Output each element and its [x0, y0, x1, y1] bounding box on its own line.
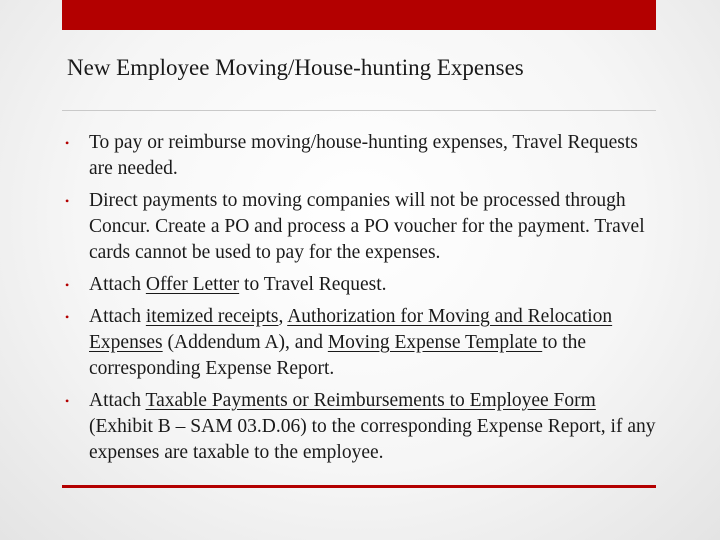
- top-accent-bar: [62, 0, 656, 30]
- bullet-item-offer-letter: [62, 272, 662, 298]
- bullet-item-direct-payments: [62, 188, 662, 267]
- bullet-text: (Exhibit B – SAM 03.D.06) to the corresponding Expense Report, if any expenses are taxable to the employee.: [89, 416, 656, 464]
- bullet-icon: •: [65, 393, 70, 408]
- bullet-text: Attach: [89, 305, 146, 327]
- bullet-text: Attach: [89, 274, 146, 296]
- slide-title: New Employee Moving/House-hunting Expenses: [67, 55, 524, 80]
- bullet-list: [62, 130, 662, 472]
- title-divider: [62, 110, 656, 111]
- bullet-text: Direct payments to moving companies will not be processed through Concur. Create a PO and process a PO voucher for the payment. Travel cards cannot be used to pay for the expenses.: [89, 189, 645, 264]
- bottom-accent-rule: [62, 485, 656, 488]
- bullet-text: to the corresponding Expense Report.: [89, 331, 587, 380]
- bullet-text: To pay or reimburse moving/house-hunting expenses, Travel Requests are needed.: [89, 132, 638, 180]
- itemized-receipts-link[interactable]: itemized receipts: [145, 305, 279, 327]
- bullet-icon: •: [65, 278, 70, 293]
- authorization-moving-relocation-link[interactable]: Authorization for Moving and Relocation Expenses: [89, 305, 613, 353]
- bullet-text: Attach: [89, 389, 146, 411]
- bullet-text: (Addendum A), and: [162, 331, 328, 353]
- bullet-text: ,: [278, 305, 288, 327]
- bullet-item-taxable-payments: [62, 388, 662, 467]
- bullet-item-travel-requests: [62, 130, 662, 182]
- offer-letter-link[interactable]: Offer Letter: [145, 274, 240, 296]
- bullet-icon: •: [65, 136, 70, 150]
- bullet-icon: •: [65, 309, 70, 324]
- bullet-icon: •: [65, 193, 70, 208]
- taxable-payments-form-link[interactable]: Taxable Payments or Reimbursements to Employee Form: [145, 389, 596, 411]
- bullet-text: to Travel Request.: [239, 274, 387, 296]
- bullet-item-itemized-receipts: [62, 304, 662, 383]
- moving-expense-template-link[interactable]: Moving Expense Template: [327, 331, 543, 353]
